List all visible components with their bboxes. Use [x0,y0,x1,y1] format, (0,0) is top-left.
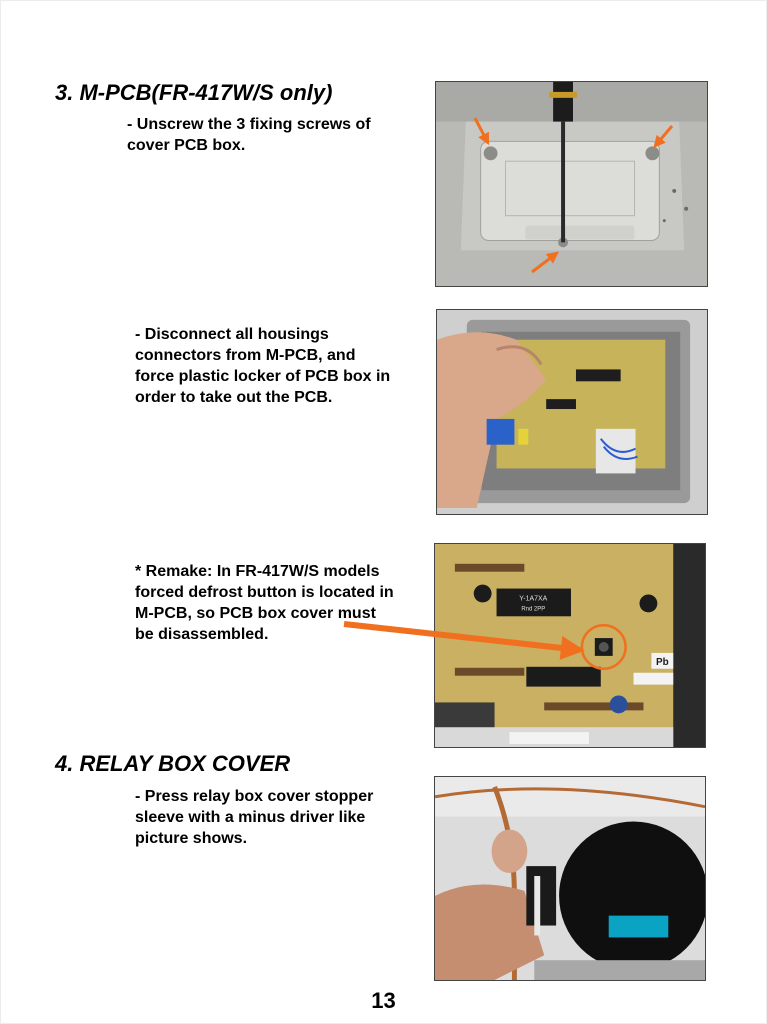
remark-text: * Remake: In FR-417W/S models forced defrost button is located in M-PCB, so PCB box cover must be disassembled. [135,563,394,643]
photo-pcb-box-cover [435,81,708,287]
section-3-title: 3. M-PCB(FR-417W/S only) [55,80,333,105]
chip-sub-label: Rnd 2PP [521,606,546,613]
photo-disconnect-mpcb [436,309,708,515]
page-number: 13 [371,988,396,1013]
step-disconnect-text: - Disconnect all housings connectors from M-PCB, and force plastic locker of PCB box in order to take out the PCB. [135,326,391,406]
photo-defrost-button [434,543,706,748]
section-4-title: 4. RELAY BOX COVER [55,751,291,776]
pb-mark: Pb [655,656,669,668]
chip-label: Y-1A7XA [519,595,548,603]
step-relay-text: - Press relay box cover stopper sleeve with a minus driver like picture shows. [135,788,374,847]
photo-relay-box [434,776,706,981]
step-unscrew-text: - Unscrew the 3 fixing screws of cover PCB box. [127,116,371,154]
